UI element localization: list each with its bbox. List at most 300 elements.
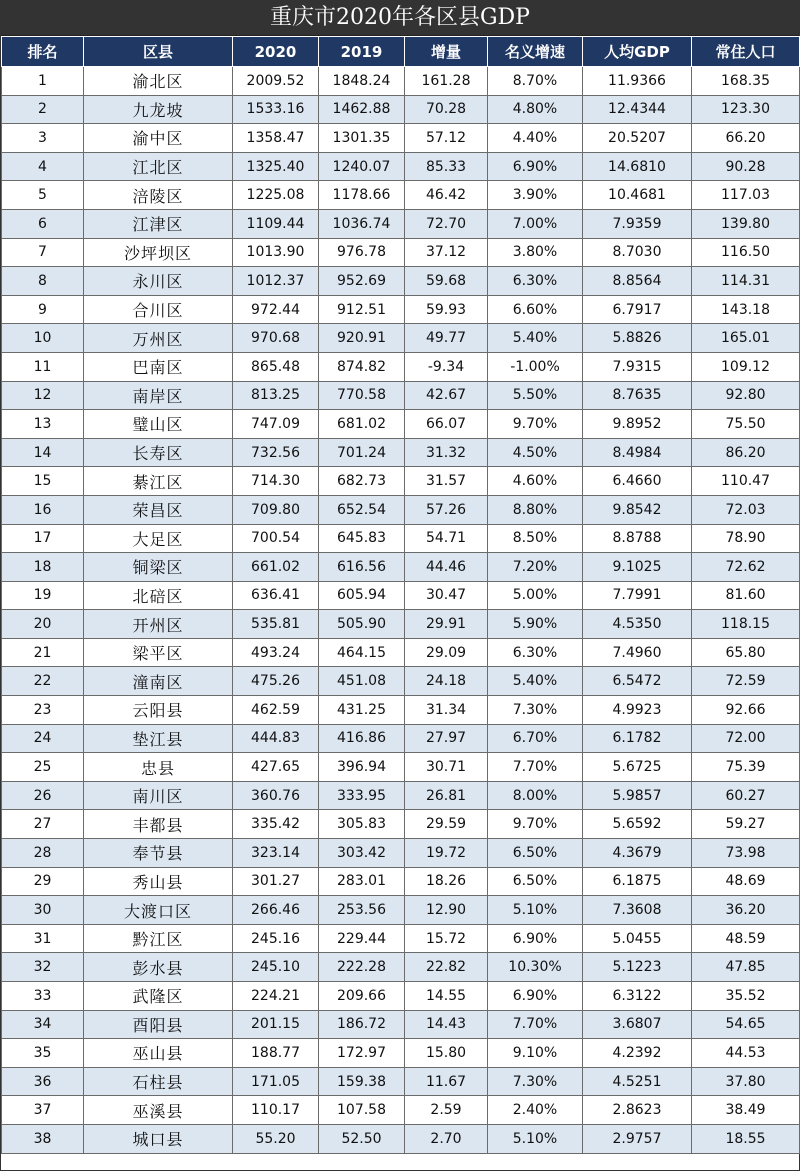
cell-gdp-per-capita: 5.6592 bbox=[583, 810, 692, 839]
cell-resident-population: 110.47 bbox=[692, 467, 800, 496]
cell-gdp-2020: 1012.37 bbox=[233, 267, 319, 296]
table-row bbox=[2, 553, 800, 582]
table-row bbox=[2, 781, 800, 810]
cell-resident-population: 35.52 bbox=[692, 982, 800, 1011]
cell-gdp-2019: 464.15 bbox=[319, 638, 405, 667]
table-row bbox=[2, 467, 800, 496]
table-row bbox=[2, 495, 800, 524]
cell-increase: 30.71 bbox=[405, 753, 488, 782]
table-row bbox=[2, 524, 800, 553]
cell-nominal-growth: 5.00% bbox=[488, 581, 583, 610]
cell-district: 渝中区 bbox=[84, 124, 233, 153]
header-resident-population: 常住人口 bbox=[692, 37, 800, 67]
cell-rank: 5 bbox=[2, 181, 84, 210]
cell-resident-population: 54.65 bbox=[692, 1010, 800, 1039]
cell-district: 巴南区 bbox=[84, 352, 233, 381]
cell-gdp-2019: 283.01 bbox=[319, 867, 405, 896]
cell-increase: 42.67 bbox=[405, 381, 488, 410]
cell-resident-population: 109.12 bbox=[692, 352, 800, 381]
cell-resident-population: 47.85 bbox=[692, 953, 800, 982]
cell-resident-population: 92.66 bbox=[692, 696, 800, 725]
cell-rank: 2 bbox=[2, 95, 84, 124]
cell-gdp-2019: 209.66 bbox=[319, 982, 405, 1011]
cell-nominal-growth: 4.50% bbox=[488, 438, 583, 467]
cell-district: 云阳县 bbox=[84, 696, 233, 725]
cell-rank: 14 bbox=[2, 438, 84, 467]
cell-resident-population: 116.50 bbox=[692, 238, 800, 267]
table-row bbox=[2, 1010, 800, 1039]
cell-resident-population: 65.80 bbox=[692, 638, 800, 667]
cell-rank: 18 bbox=[2, 553, 84, 582]
cell-resident-population: 90.28 bbox=[692, 152, 800, 181]
cell-rank: 9 bbox=[2, 295, 84, 324]
cell-resident-population: 139.80 bbox=[692, 209, 800, 238]
cell-nominal-growth: 7.30% bbox=[488, 696, 583, 725]
cell-district: 铜梁区 bbox=[84, 553, 233, 582]
cell-district: 万州区 bbox=[84, 324, 233, 353]
cell-gdp-per-capita: 8.8564 bbox=[583, 267, 692, 296]
header-gdp-per-capita: 人均GDP bbox=[583, 37, 692, 67]
cell-gdp-per-capita: 5.9857 bbox=[583, 781, 692, 810]
cell-resident-population: 114.31 bbox=[692, 267, 800, 296]
cell-gdp-2020: 1109.44 bbox=[233, 209, 319, 238]
cell-gdp-per-capita: 5.1223 bbox=[583, 953, 692, 982]
cell-gdp-2019: 645.83 bbox=[319, 524, 405, 553]
cell-gdp-2020: 1013.90 bbox=[233, 238, 319, 267]
cell-gdp-2020: 224.21 bbox=[233, 982, 319, 1011]
cell-gdp-2020: 714.30 bbox=[233, 467, 319, 496]
cell-nominal-growth: 2.40% bbox=[488, 1096, 583, 1125]
cell-increase: 14.43 bbox=[405, 1010, 488, 1039]
cell-gdp-per-capita: 7.4960 bbox=[583, 638, 692, 667]
cell-rank: 19 bbox=[2, 581, 84, 610]
table-row bbox=[2, 581, 800, 610]
table-row bbox=[2, 724, 800, 753]
cell-district: 大足区 bbox=[84, 524, 233, 553]
table-row bbox=[2, 67, 800, 96]
cell-gdp-2020: 709.80 bbox=[233, 495, 319, 524]
table-row bbox=[2, 95, 800, 124]
cell-district: 忠县 bbox=[84, 753, 233, 782]
table-row bbox=[2, 410, 800, 439]
cell-gdp-per-capita: 9.1025 bbox=[583, 553, 692, 582]
cell-increase: 29.59 bbox=[405, 810, 488, 839]
cell-gdp-per-capita: 6.3122 bbox=[583, 982, 692, 1011]
cell-gdp-2020: 245.10 bbox=[233, 953, 319, 982]
cell-district: 梁平区 bbox=[84, 638, 233, 667]
cell-gdp-2019: 920.91 bbox=[319, 324, 405, 353]
table-row bbox=[2, 124, 800, 153]
cell-nominal-growth: 5.40% bbox=[488, 667, 583, 696]
cell-gdp-2019: 605.94 bbox=[319, 581, 405, 610]
cell-gdp-2019: 416.86 bbox=[319, 724, 405, 753]
cell-gdp-2019: 652.54 bbox=[319, 495, 405, 524]
cell-gdp-2019: 396.94 bbox=[319, 753, 405, 782]
cell-increase: 2.59 bbox=[405, 1096, 488, 1125]
cell-resident-population: 18.55 bbox=[692, 1124, 800, 1153]
cell-resident-population: 72.62 bbox=[692, 553, 800, 582]
cell-gdp-2020: 1358.47 bbox=[233, 124, 319, 153]
cell-gdp-2019: 1178.66 bbox=[319, 181, 405, 210]
header-district: 区县 bbox=[84, 37, 233, 67]
cell-nominal-growth: 6.90% bbox=[488, 924, 583, 953]
cell-nominal-growth: 7.70% bbox=[488, 1010, 583, 1039]
cell-gdp-2019: 912.51 bbox=[319, 295, 405, 324]
cell-gdp-per-capita: 9.8952 bbox=[583, 410, 692, 439]
cell-nominal-growth: 5.10% bbox=[488, 1124, 583, 1153]
cell-gdp-per-capita: 7.7991 bbox=[583, 581, 692, 610]
cell-rank: 32 bbox=[2, 953, 84, 982]
cell-rank: 34 bbox=[2, 1010, 84, 1039]
cell-gdp-2020: 970.68 bbox=[233, 324, 319, 353]
table-header-row bbox=[2, 37, 800, 67]
table-row bbox=[2, 352, 800, 381]
cell-increase: 31.57 bbox=[405, 467, 488, 496]
cell-gdp-2020: 732.56 bbox=[233, 438, 319, 467]
header-nominal-growth: 名义增速 bbox=[488, 37, 583, 67]
cell-nominal-growth: 9.70% bbox=[488, 410, 583, 439]
cell-nominal-growth: 6.50% bbox=[488, 839, 583, 868]
table-row bbox=[2, 324, 800, 353]
cell-nominal-growth: 6.90% bbox=[488, 982, 583, 1011]
cell-district: 潼南区 bbox=[84, 667, 233, 696]
table-row bbox=[2, 238, 800, 267]
cell-resident-population: 117.03 bbox=[692, 181, 800, 210]
table-row bbox=[2, 638, 800, 667]
cell-resident-population: 60.27 bbox=[692, 781, 800, 810]
cell-nominal-growth: 5.40% bbox=[488, 324, 583, 353]
cell-gdp-per-capita: 20.5207 bbox=[583, 124, 692, 153]
cell-gdp-per-capita: 4.9923 bbox=[583, 696, 692, 725]
cell-rank: 7 bbox=[2, 238, 84, 267]
cell-rank: 29 bbox=[2, 867, 84, 896]
cell-nominal-growth: 9.10% bbox=[488, 1039, 583, 1068]
cell-gdp-per-capita: 6.1875 bbox=[583, 867, 692, 896]
cell-district: 奉节县 bbox=[84, 839, 233, 868]
cell-gdp-2019: 682.73 bbox=[319, 467, 405, 496]
cell-increase: 26.81 bbox=[405, 781, 488, 810]
cell-rank: 33 bbox=[2, 982, 84, 1011]
cell-gdp-2019: 1240.07 bbox=[319, 152, 405, 181]
cell-resident-population: 75.39 bbox=[692, 753, 800, 782]
cell-gdp-per-capita: 10.4681 bbox=[583, 181, 692, 210]
cell-rank: 31 bbox=[2, 924, 84, 953]
cell-increase: 31.32 bbox=[405, 438, 488, 467]
cell-district: 合川区 bbox=[84, 295, 233, 324]
cell-gdp-2019: 172.97 bbox=[319, 1039, 405, 1068]
cell-district: 江津区 bbox=[84, 209, 233, 238]
cell-resident-population: 165.01 bbox=[692, 324, 800, 353]
cell-increase: 66.07 bbox=[405, 410, 488, 439]
cell-rank: 16 bbox=[2, 495, 84, 524]
cell-increase: 49.77 bbox=[405, 324, 488, 353]
cell-increase: 37.12 bbox=[405, 238, 488, 267]
cell-increase: 31.34 bbox=[405, 696, 488, 725]
cell-gdp-2020: 813.25 bbox=[233, 381, 319, 410]
cell-gdp-per-capita: 7.9315 bbox=[583, 352, 692, 381]
cell-district: 开州区 bbox=[84, 610, 233, 639]
cell-nominal-growth: 6.70% bbox=[488, 724, 583, 753]
table-row bbox=[2, 209, 800, 238]
cell-nominal-growth: 7.20% bbox=[488, 553, 583, 582]
cell-gdp-2019: 1301.35 bbox=[319, 124, 405, 153]
cell-resident-population: 48.59 bbox=[692, 924, 800, 953]
cell-gdp-per-capita: 5.0455 bbox=[583, 924, 692, 953]
cell-increase: 57.12 bbox=[405, 124, 488, 153]
cell-rank: 1 bbox=[2, 67, 84, 96]
cell-gdp-2020: 462.59 bbox=[233, 696, 319, 725]
cell-increase: 14.55 bbox=[405, 982, 488, 1011]
cell-gdp-per-capita: 14.6810 bbox=[583, 152, 692, 181]
cell-gdp-2019: 451.08 bbox=[319, 667, 405, 696]
cell-nominal-growth: 9.70% bbox=[488, 810, 583, 839]
cell-district: 酉阳县 bbox=[84, 1010, 233, 1039]
cell-gdp-2020: 475.26 bbox=[233, 667, 319, 696]
cell-nominal-growth: 5.10% bbox=[488, 896, 583, 925]
cell-gdp-per-capita: 6.7917 bbox=[583, 295, 692, 324]
cell-district: 彭水县 bbox=[84, 953, 233, 982]
cell-district: 北碚区 bbox=[84, 581, 233, 610]
header-increase: 增量 bbox=[405, 37, 488, 67]
cell-rank: 4 bbox=[2, 152, 84, 181]
cell-district: 武隆区 bbox=[84, 982, 233, 1011]
cell-resident-population: 59.27 bbox=[692, 810, 800, 839]
cell-gdp-2019: 616.56 bbox=[319, 553, 405, 582]
table-row bbox=[2, 1067, 800, 1096]
header-2020: 2020 bbox=[233, 37, 319, 67]
cell-rank: 6 bbox=[2, 209, 84, 238]
table-title: 重庆市2020年各区县GDP bbox=[1, 1, 799, 36]
cell-gdp-2019: 229.44 bbox=[319, 924, 405, 953]
cell-gdp-2019: 431.25 bbox=[319, 696, 405, 725]
table-row bbox=[2, 696, 800, 725]
table-row bbox=[2, 896, 800, 925]
cell-increase: 27.97 bbox=[405, 724, 488, 753]
cell-nominal-growth: 7.00% bbox=[488, 209, 583, 238]
cell-increase: 54.71 bbox=[405, 524, 488, 553]
cell-resident-population: 48.69 bbox=[692, 867, 800, 896]
cell-increase: 15.72 bbox=[405, 924, 488, 953]
cell-gdp-per-capita: 5.6725 bbox=[583, 753, 692, 782]
table-row bbox=[2, 924, 800, 953]
cell-rank: 22 bbox=[2, 667, 84, 696]
cell-nominal-growth: -1.00% bbox=[488, 352, 583, 381]
cell-increase: -9.34 bbox=[405, 352, 488, 381]
header-2019: 2019 bbox=[319, 37, 405, 67]
cell-rank: 8 bbox=[2, 267, 84, 296]
cell-gdp-2019: 305.83 bbox=[319, 810, 405, 839]
cell-gdp-2019: 681.02 bbox=[319, 410, 405, 439]
cell-district: 长寿区 bbox=[84, 438, 233, 467]
cell-gdp-2019: 770.58 bbox=[319, 381, 405, 410]
cell-district: 巫溪县 bbox=[84, 1096, 233, 1125]
cell-resident-population: 44.53 bbox=[692, 1039, 800, 1068]
cell-resident-population: 75.50 bbox=[692, 410, 800, 439]
cell-nominal-growth: 4.80% bbox=[488, 95, 583, 124]
cell-resident-population: 78.90 bbox=[692, 524, 800, 553]
cell-increase: 59.68 bbox=[405, 267, 488, 296]
table-row bbox=[2, 152, 800, 181]
cell-gdp-2019: 303.42 bbox=[319, 839, 405, 868]
cell-district: 荣昌区 bbox=[84, 495, 233, 524]
cell-district: 城口县 bbox=[84, 1124, 233, 1153]
cell-district: 永川区 bbox=[84, 267, 233, 296]
cell-gdp-2020: 301.27 bbox=[233, 867, 319, 896]
cell-gdp-2020: 55.20 bbox=[233, 1124, 319, 1153]
cell-increase: 72.70 bbox=[405, 209, 488, 238]
cell-nominal-growth: 8.00% bbox=[488, 781, 583, 810]
cell-gdp-per-capita: 11.9366 bbox=[583, 67, 692, 96]
cell-increase: 46.42 bbox=[405, 181, 488, 210]
cell-nominal-growth: 4.40% bbox=[488, 124, 583, 153]
cell-gdp-per-capita: 8.7635 bbox=[583, 381, 692, 410]
cell-gdp-2019: 1848.24 bbox=[319, 67, 405, 96]
cell-gdp-2020: 245.16 bbox=[233, 924, 319, 953]
cell-nominal-growth: 4.60% bbox=[488, 467, 583, 496]
cell-gdp-2019: 1036.74 bbox=[319, 209, 405, 238]
cell-district: 九龙坡 bbox=[84, 95, 233, 124]
cell-district: 黔江区 bbox=[84, 924, 233, 953]
cell-resident-population: 118.15 bbox=[692, 610, 800, 639]
cell-gdp-2019: 186.72 bbox=[319, 1010, 405, 1039]
cell-rank: 28 bbox=[2, 839, 84, 868]
cell-nominal-growth: 3.90% bbox=[488, 181, 583, 210]
cell-gdp-2020: 747.09 bbox=[233, 410, 319, 439]
table-row bbox=[2, 295, 800, 324]
cell-rank: 36 bbox=[2, 1067, 84, 1096]
cell-district: 石柱县 bbox=[84, 1067, 233, 1096]
cell-district: 沙坪坝区 bbox=[84, 238, 233, 267]
cell-increase: 19.72 bbox=[405, 839, 488, 868]
cell-resident-population: 143.18 bbox=[692, 295, 800, 324]
cell-gdp-2020: 636.41 bbox=[233, 581, 319, 610]
cell-gdp-2019: 505.90 bbox=[319, 610, 405, 639]
cell-gdp-2020: 972.44 bbox=[233, 295, 319, 324]
cell-district: 璧山区 bbox=[84, 410, 233, 439]
table-row bbox=[2, 1124, 800, 1153]
cell-nominal-growth: 5.90% bbox=[488, 610, 583, 639]
cell-increase: 18.26 bbox=[405, 867, 488, 896]
cell-nominal-growth: 10.30% bbox=[488, 953, 583, 982]
cell-gdp-2020: 110.17 bbox=[233, 1096, 319, 1125]
cell-district: 江北区 bbox=[84, 152, 233, 181]
cell-increase: 57.26 bbox=[405, 495, 488, 524]
cell-gdp-2020: 535.81 bbox=[233, 610, 319, 639]
cell-resident-population: 36.20 bbox=[692, 896, 800, 925]
cell-gdp-per-capita: 5.8826 bbox=[583, 324, 692, 353]
cell-gdp-per-capita: 6.4660 bbox=[583, 467, 692, 496]
cell-gdp-2019: 333.95 bbox=[319, 781, 405, 810]
cell-gdp-2020: 661.02 bbox=[233, 553, 319, 582]
cell-rank: 38 bbox=[2, 1124, 84, 1153]
cell-increase: 29.09 bbox=[405, 638, 488, 667]
cell-nominal-growth: 5.50% bbox=[488, 381, 583, 410]
cell-gdp-per-capita: 4.5350 bbox=[583, 610, 692, 639]
cell-increase: 11.67 bbox=[405, 1067, 488, 1096]
cell-nominal-growth: 7.30% bbox=[488, 1067, 583, 1096]
cell-gdp-2020: 493.24 bbox=[233, 638, 319, 667]
table-row bbox=[2, 610, 800, 639]
table-row bbox=[2, 867, 800, 896]
cell-gdp-2019: 952.69 bbox=[319, 267, 405, 296]
cell-rank: 24 bbox=[2, 724, 84, 753]
cell-nominal-growth: 3.80% bbox=[488, 238, 583, 267]
cell-gdp-per-capita: 4.3679 bbox=[583, 839, 692, 868]
cell-rank: 26 bbox=[2, 781, 84, 810]
cell-gdp-2019: 1462.88 bbox=[319, 95, 405, 124]
cell-district: 綦江区 bbox=[84, 467, 233, 496]
cell-gdp-per-capita: 8.4984 bbox=[583, 438, 692, 467]
cell-gdp-2020: 427.65 bbox=[233, 753, 319, 782]
cell-rank: 3 bbox=[2, 124, 84, 153]
cell-resident-population: 72.00 bbox=[692, 724, 800, 753]
cell-rank: 23 bbox=[2, 696, 84, 725]
cell-gdp-per-capita: 2.9757 bbox=[583, 1124, 692, 1153]
cell-gdp-2020: 188.77 bbox=[233, 1039, 319, 1068]
cell-gdp-2020: 201.15 bbox=[233, 1010, 319, 1039]
cell-gdp-2019: 52.50 bbox=[319, 1124, 405, 1153]
cell-rank: 17 bbox=[2, 524, 84, 553]
cell-district: 巫山县 bbox=[84, 1039, 233, 1068]
cell-district: 丰都县 bbox=[84, 810, 233, 839]
cell-gdp-2019: 874.82 bbox=[319, 352, 405, 381]
header-rank: 排名 bbox=[2, 37, 84, 67]
cell-increase: 44.46 bbox=[405, 553, 488, 582]
cell-gdp-per-capita: 4.5251 bbox=[583, 1067, 692, 1096]
cell-gdp-2020: 323.14 bbox=[233, 839, 319, 868]
cell-gdp-2020: 1225.08 bbox=[233, 181, 319, 210]
cell-resident-population: 37.80 bbox=[692, 1067, 800, 1096]
cell-nominal-growth: 8.80% bbox=[488, 495, 583, 524]
cell-resident-population: 73.98 bbox=[692, 839, 800, 868]
cell-resident-population: 86.20 bbox=[692, 438, 800, 467]
cell-gdp-per-capita: 9.8542 bbox=[583, 495, 692, 524]
cell-rank: 21 bbox=[2, 638, 84, 667]
cell-gdp-per-capita: 8.7030 bbox=[583, 238, 692, 267]
cell-gdp-2019: 159.38 bbox=[319, 1067, 405, 1096]
cell-rank: 12 bbox=[2, 381, 84, 410]
table-row bbox=[2, 267, 800, 296]
cell-nominal-growth: 6.60% bbox=[488, 295, 583, 324]
table-row bbox=[2, 667, 800, 696]
cell-gdp-2020: 2009.52 bbox=[233, 67, 319, 96]
cell-gdp-2020: 865.48 bbox=[233, 352, 319, 381]
table-row bbox=[2, 181, 800, 210]
cell-rank: 37 bbox=[2, 1096, 84, 1125]
cell-increase: 29.91 bbox=[405, 610, 488, 639]
cell-increase: 12.90 bbox=[405, 896, 488, 925]
cell-gdp-per-capita: 7.3608 bbox=[583, 896, 692, 925]
table-row bbox=[2, 839, 800, 868]
cell-increase: 59.93 bbox=[405, 295, 488, 324]
cell-rank: 15 bbox=[2, 467, 84, 496]
cell-increase: 161.28 bbox=[405, 67, 488, 96]
cell-rank: 35 bbox=[2, 1039, 84, 1068]
cell-gdp-per-capita: 12.4344 bbox=[583, 95, 692, 124]
cell-rank: 13 bbox=[2, 410, 84, 439]
cell-resident-population: 92.80 bbox=[692, 381, 800, 410]
table-row bbox=[2, 953, 800, 982]
cell-gdp-per-capita: 2.8623 bbox=[583, 1096, 692, 1125]
cell-nominal-growth: 7.70% bbox=[488, 753, 583, 782]
table-row bbox=[2, 982, 800, 1011]
cell-district: 渝北区 bbox=[84, 67, 233, 96]
cell-district: 涪陵区 bbox=[84, 181, 233, 210]
cell-gdp-2020: 1533.16 bbox=[233, 95, 319, 124]
cell-gdp-2019: 107.58 bbox=[319, 1096, 405, 1125]
table-row bbox=[2, 438, 800, 467]
table-row bbox=[2, 1039, 800, 1068]
